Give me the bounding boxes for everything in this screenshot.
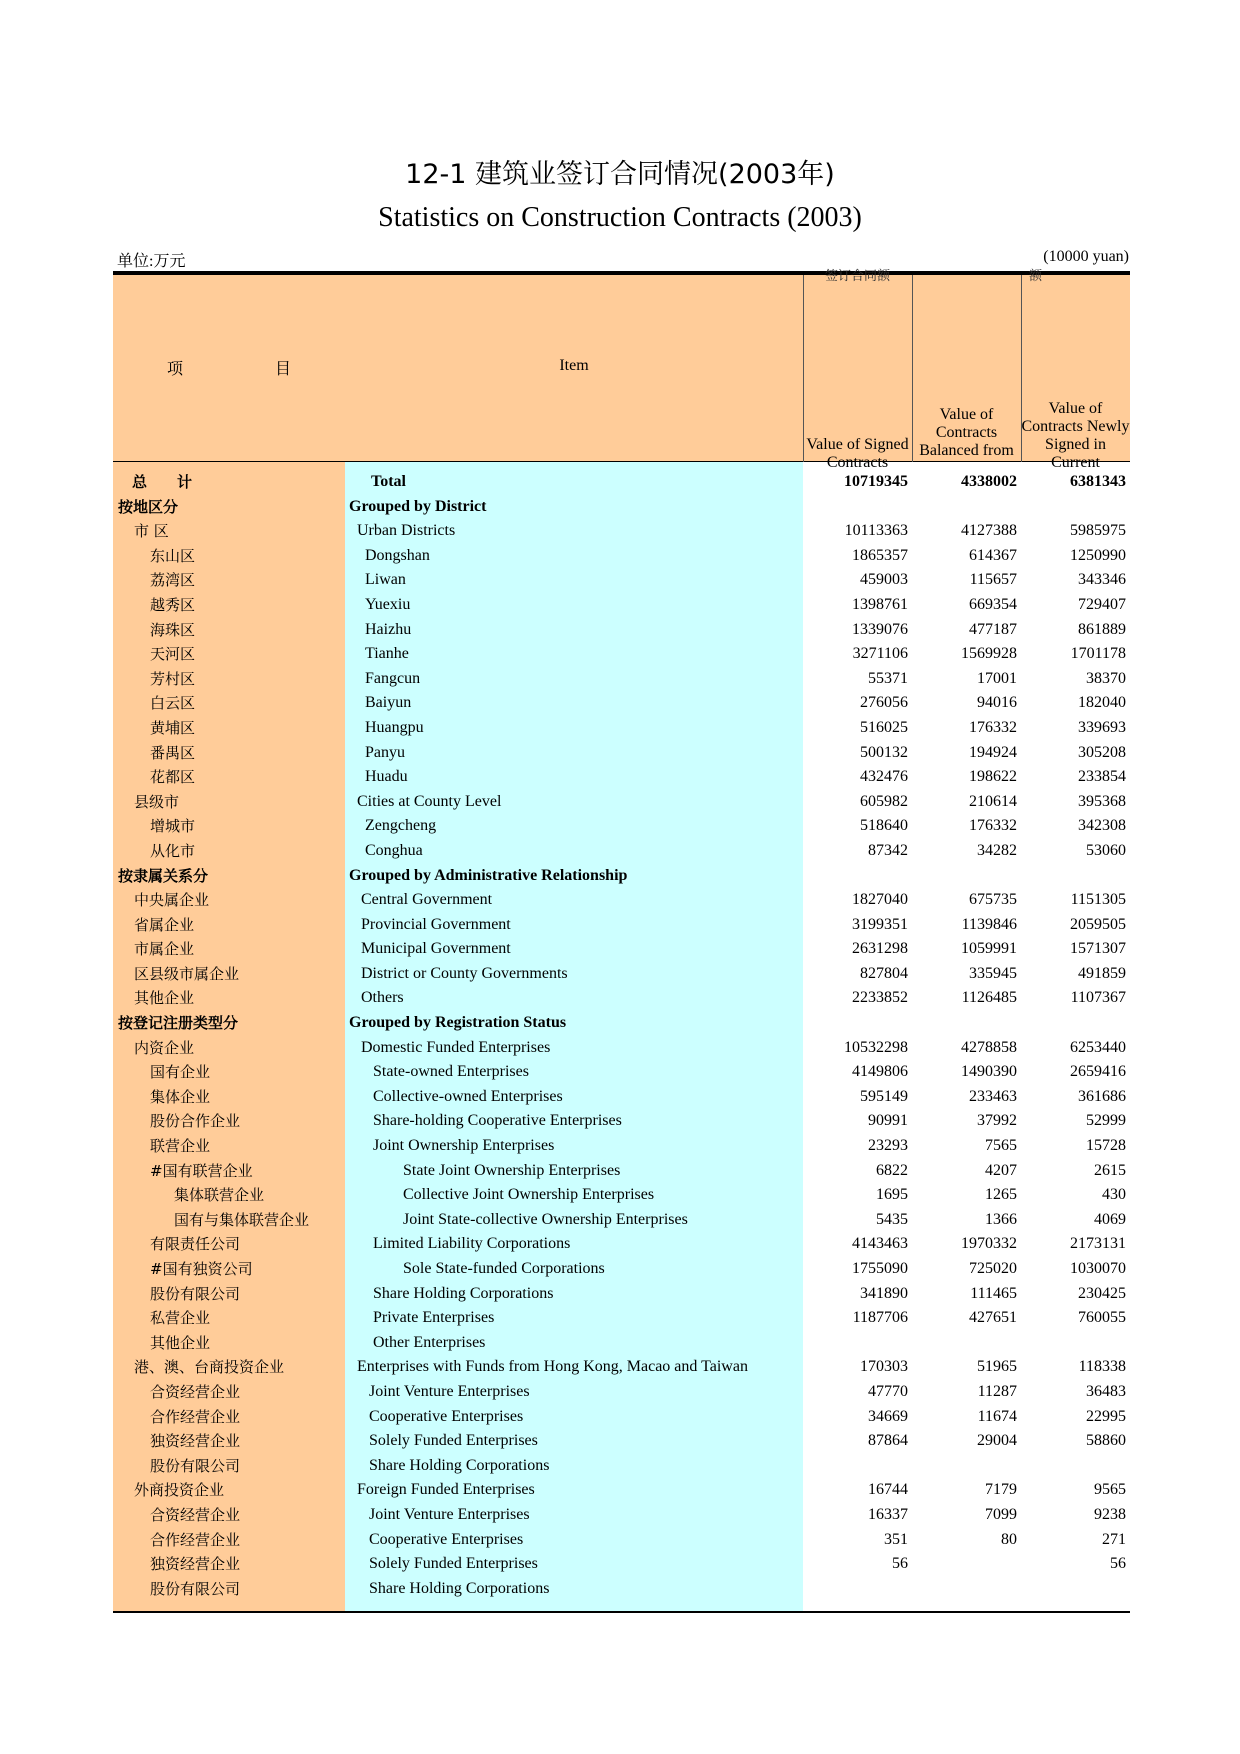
value-balanced: 7179 — [985, 1481, 1017, 1499]
value-newly-signed: 395368 — [1078, 792, 1126, 810]
value-signed: 2233852 — [852, 989, 908, 1007]
value-balanced: 4338002 — [961, 473, 1017, 490]
row-label-english: Grouped by Administrative Relationship — [349, 866, 628, 884]
value-signed: 1398761 — [852, 595, 908, 613]
row-label-english: Share-holding Cooperative Enterprises — [373, 1112, 622, 1130]
value-balanced: 176332 — [969, 817, 1017, 835]
value-newly-signed: 6253440 — [1070, 1038, 1126, 1056]
value-newly-signed: 9565 — [1094, 1481, 1126, 1499]
row-label-english: Sole State-funded Corporations — [403, 1260, 605, 1277]
table-row — [113, 1577, 1130, 1602]
row-label-chinese: 集体联营企业 — [174, 1186, 265, 1205]
value-newly-signed: 361686 — [1078, 1087, 1126, 1105]
value-signed: 3271106 — [852, 645, 908, 663]
value-balanced: 1059991 — [961, 940, 1017, 958]
value-balanced: 7565 — [985, 1137, 1017, 1155]
row-label-chinese: 芳村区 — [150, 669, 196, 688]
value-newly-signed: 430 — [1102, 1186, 1126, 1204]
row-label-chinese: 独资经营企业 — [150, 1555, 241, 1574]
value-signed: 341890 — [860, 1284, 908, 1302]
row-label-english: Share Holding Corporations — [369, 1456, 550, 1474]
table-row — [113, 741, 1130, 766]
value-newly-signed: 38370 — [1086, 669, 1126, 687]
row-label-english: Provincial Government — [361, 915, 511, 933]
row-label-chinese: 国有与集体联营企业 — [174, 1210, 310, 1229]
header-newly-signed-contracts-en: Value of Contracts Newly Signed in Current — [1021, 400, 1130, 471]
value-newly-signed: 52999 — [1086, 1112, 1126, 1130]
table-row — [113, 1282, 1130, 1307]
value-newly-signed: 1030070 — [1070, 1260, 1126, 1277]
row-label-chinese: 联营企业 — [150, 1137, 211, 1156]
row-label-chinese: 合作经营企业 — [150, 1530, 241, 1549]
table-row — [113, 1036, 1130, 1061]
header-item-chinese-1: 项 — [167, 361, 184, 378]
table-row — [113, 790, 1130, 815]
value-signed: 516025 — [860, 718, 908, 736]
table-row — [113, 519, 1130, 544]
value-newly-signed: 2059505 — [1070, 915, 1126, 933]
header-item-english: Item — [559, 357, 589, 374]
value-signed: 3199351 — [852, 915, 908, 933]
unit-label-english: (10000 yuan) — [1043, 248, 1129, 265]
value-signed: 1187706 — [852, 1309, 908, 1327]
table-row — [113, 495, 1130, 520]
value-signed: 1695 — [876, 1186, 908, 1204]
table-row — [113, 1306, 1130, 1331]
row-label-english: Private Enterprises — [373, 1309, 495, 1327]
value-balanced: 1139846 — [961, 915, 1017, 933]
value-balanced: 233463 — [969, 1087, 1017, 1105]
row-label-english: Urban Districts — [357, 522, 456, 540]
value-signed: 34669 — [868, 1407, 908, 1425]
row-label-english: Grouped by District — [349, 497, 487, 515]
value-signed: 56 — [892, 1555, 908, 1573]
table-row — [113, 568, 1130, 593]
row-label-chinese: 省属企业 — [134, 915, 195, 934]
value-signed: 276056 — [860, 694, 908, 712]
row-label-chinese: 总 计 — [132, 473, 193, 491]
table-row — [113, 593, 1130, 618]
table-row — [113, 642, 1130, 667]
value-signed: 605982 — [860, 792, 908, 810]
table-row — [113, 618, 1130, 643]
value-newly-signed: 491859 — [1078, 964, 1126, 982]
value-balanced: 115657 — [969, 571, 1017, 589]
value-signed: 6822 — [876, 1161, 908, 1179]
value-signed: 432476 — [860, 768, 908, 786]
table-row — [113, 1429, 1130, 1454]
value-signed: 16337 — [868, 1505, 908, 1523]
value-signed: 87342 — [868, 841, 908, 859]
value-balanced: 37992 — [977, 1112, 1017, 1130]
bottom-rule — [113, 1611, 1130, 1613]
row-label-chinese: 国有企业 — [150, 1063, 211, 1082]
header-signed-contracts-cn: 签订合同额 — [824, 268, 890, 283]
value-signed: 2631298 — [852, 940, 908, 958]
row-label-english: Solely Funded Enterprises — [369, 1555, 538, 1573]
value-balanced: 80 — [1001, 1530, 1017, 1548]
row-label-chinese: 按地区分 — [118, 497, 179, 516]
table-row — [113, 470, 1130, 495]
table-row — [113, 1478, 1130, 1503]
row-label-english: Zengcheng — [365, 817, 437, 835]
row-label-english: Other Enterprises — [373, 1333, 486, 1351]
row-label-english: Joint Venture Enterprises — [369, 1505, 530, 1523]
row-label-chinese: 独资经营企业 — [150, 1432, 241, 1451]
table-row — [113, 1085, 1130, 1110]
value-newly-signed: 22995 — [1086, 1407, 1126, 1425]
row-label-chinese: 股份合作企业 — [150, 1112, 241, 1131]
value-balanced: 1970332 — [961, 1235, 1017, 1253]
header-balanced-contracts — [912, 275, 1021, 462]
value-newly-signed: 6381343 — [1070, 473, 1126, 490]
table-row — [113, 1232, 1130, 1257]
row-label-chinese: 市属企业 — [134, 940, 195, 959]
table-row — [113, 716, 1130, 741]
value-signed: 4149806 — [852, 1063, 908, 1081]
row-label-english: Panyu — [365, 743, 405, 761]
value-signed: 1339076 — [852, 620, 908, 638]
row-label-chinese: #国有联营企业 — [150, 1161, 253, 1180]
table-row — [113, 1208, 1130, 1233]
row-label-english: Haizhu — [365, 620, 412, 638]
table-row — [113, 1331, 1130, 1356]
row-label-english: Total — [371, 473, 406, 490]
table-row — [113, 1528, 1130, 1553]
value-signed: 16744 — [868, 1481, 908, 1499]
table-row — [113, 1552, 1130, 1577]
row-label-english: Joint State-collective Ownership Enterprises — [403, 1210, 688, 1228]
row-label-chinese: 港、澳、台商投资企业 — [134, 1358, 285, 1377]
table-row — [113, 1454, 1130, 1479]
value-signed: 1755090 — [852, 1260, 908, 1277]
row-label-chinese: 合资经营企业 — [150, 1382, 241, 1401]
table-row — [113, 1011, 1130, 1036]
value-balanced: 34282 — [977, 841, 1017, 859]
row-label-chinese: 有限责任公司 — [150, 1235, 241, 1254]
value-signed: 4143463 — [852, 1235, 908, 1253]
row-label-chinese: 越秀区 — [150, 595, 196, 614]
header-signed-contracts — [803, 268, 912, 471]
table-row — [113, 962, 1130, 987]
value-newly-signed: 58860 — [1086, 1432, 1126, 1450]
value-balanced: 1490390 — [961, 1063, 1017, 1081]
row-label-chinese: 股份有限公司 — [150, 1284, 241, 1303]
value-newly-signed: 2615 — [1094, 1161, 1126, 1179]
header-balanced-contracts-en: Value of Contracts Balanced from — [919, 406, 1014, 459]
value-newly-signed: 118338 — [1078, 1358, 1126, 1376]
value-balanced: 111465 — [970, 1284, 1017, 1302]
table-row — [113, 888, 1130, 913]
table-row — [113, 691, 1130, 716]
value-newly-signed: 1701178 — [1070, 645, 1126, 663]
table-row — [113, 814, 1130, 839]
row-label-english: Baiyun — [365, 694, 412, 712]
value-newly-signed: 230425 — [1078, 1284, 1126, 1302]
table-row — [113, 937, 1130, 962]
value-signed: 518640 — [860, 817, 908, 835]
value-balanced: 1126485 — [961, 989, 1017, 1007]
row-label-chinese: 从化市 — [150, 841, 196, 860]
value-signed: 10113363 — [844, 522, 908, 540]
table-row — [113, 1060, 1130, 1085]
row-label-english: Collective Joint Ownership Enterprises — [403, 1186, 655, 1204]
value-balanced: 427651 — [969, 1309, 1017, 1327]
row-label-english: Fangcun — [365, 669, 421, 687]
row-label-chinese: #国有独资公司 — [150, 1260, 253, 1278]
value-balanced: 210614 — [969, 792, 1017, 810]
row-label-chinese: 集体企业 — [150, 1087, 211, 1106]
table-row — [113, 544, 1130, 569]
value-newly-signed: 1250990 — [1070, 546, 1126, 564]
value-newly-signed: 15728 — [1086, 1137, 1126, 1155]
row-label-english: Collective-owned Enterprises — [373, 1087, 563, 1105]
value-newly-signed: 2659416 — [1070, 1063, 1126, 1081]
row-label-chinese: 花都区 — [150, 768, 196, 787]
row-label-chinese: 其他企业 — [150, 1333, 211, 1352]
value-newly-signed: 342308 — [1078, 817, 1126, 835]
value-balanced: 11287 — [977, 1382, 1017, 1400]
row-label-english: Enterprises with Funds from Hong Kong, Macao and Taiwan — [357, 1358, 748, 1376]
row-label-chinese: 东山区 — [150, 546, 196, 565]
row-label-english: Cooperative Enterprises — [369, 1407, 524, 1425]
row-label-english: Liwan — [365, 571, 406, 589]
row-label-chinese: 市 区 — [134, 522, 169, 541]
value-balanced: 1265 — [985, 1186, 1017, 1204]
title-chinese: 12-1 建筑业签订合同情况(2003年) — [405, 159, 835, 190]
value-balanced: 4207 — [985, 1161, 1017, 1179]
table-row — [113, 1183, 1130, 1208]
title-english: Statistics on Construction Contracts (2003) — [378, 202, 862, 233]
row-label-english: Cities at County Level — [357, 792, 502, 810]
value-balanced: 1569928 — [961, 645, 1017, 663]
value-signed: 87864 — [868, 1432, 908, 1450]
row-label-chinese: 私营企业 — [150, 1309, 211, 1328]
row-label-english: Dongshan — [365, 546, 430, 564]
table-row — [113, 765, 1130, 790]
row-label-english: Share Holding Corporations — [369, 1579, 550, 1597]
row-label-chinese: 按隶属关系分 — [118, 866, 209, 885]
value-signed: 459003 — [860, 571, 908, 589]
value-newly-signed: 305208 — [1078, 743, 1126, 761]
table-row — [113, 667, 1130, 692]
row-label-english: Central Government — [361, 891, 493, 909]
row-label-chinese: 天河区 — [150, 645, 196, 664]
row-label-english: Others — [361, 989, 404, 1007]
value-balanced: 11674 — [977, 1407, 1017, 1425]
row-label-english: District or County Governments — [361, 964, 568, 982]
value-signed: 500132 — [860, 743, 908, 761]
row-label-english: Conghua — [365, 841, 423, 859]
row-label-chinese: 中央属企业 — [134, 891, 210, 910]
row-label-english: Domestic Funded Enterprises — [361, 1038, 551, 1056]
value-newly-signed: 233854 — [1078, 768, 1126, 786]
table-row — [113, 1257, 1130, 1282]
row-label-chinese: 黄埔区 — [150, 718, 196, 737]
value-signed: 10532298 — [844, 1038, 908, 1056]
table-row — [113, 864, 1130, 889]
value-newly-signed: 182040 — [1078, 694, 1126, 712]
value-balanced: 4278858 — [961, 1038, 1017, 1056]
value-newly-signed: 9238 — [1094, 1505, 1126, 1523]
row-label-chinese: 荔湾区 — [150, 571, 196, 590]
value-balanced: 29004 — [977, 1432, 1017, 1450]
row-label-chinese: 其他企业 — [134, 989, 195, 1008]
row-label-chinese: 按登记注册类型分 — [118, 1014, 239, 1033]
row-label-english: Huangpu — [365, 718, 424, 736]
row-label-english: Foreign Funded Enterprises — [357, 1481, 535, 1499]
table-row — [113, 986, 1130, 1011]
value-balanced: 725020 — [969, 1260, 1017, 1277]
row-label-english: Huadu — [365, 768, 408, 786]
row-label-english: State-owned Enterprises — [373, 1063, 529, 1081]
value-newly-signed: 339693 — [1078, 718, 1126, 736]
value-balanced: 675735 — [969, 891, 1017, 909]
row-label-chinese: 股份有限公司 — [150, 1579, 241, 1598]
value-newly-signed: 4069 — [1094, 1210, 1126, 1228]
row-label-english: Grouped by Registration Status — [349, 1014, 567, 1032]
value-signed: 55371 — [868, 669, 908, 687]
value-balanced: 198622 — [969, 768, 1017, 786]
value-signed: 827804 — [860, 964, 908, 982]
row-label-english: Tianhe — [365, 645, 409, 663]
row-label-chinese: 县级市 — [134, 792, 180, 811]
value-balanced: 17001 — [977, 669, 1017, 687]
value-signed: 90991 — [868, 1112, 908, 1130]
value-balanced: 94016 — [977, 694, 1017, 712]
table-row — [113, 1109, 1130, 1134]
row-label-english: Joint Venture Enterprises — [369, 1382, 530, 1400]
value-balanced: 4127388 — [961, 522, 1017, 540]
table-row — [113, 1503, 1130, 1528]
table-row — [113, 1355, 1130, 1380]
value-newly-signed: 271 — [1102, 1530, 1126, 1548]
value-signed: 5435 — [876, 1210, 908, 1228]
table-row — [113, 839, 1130, 864]
value-newly-signed: 5985975 — [1070, 522, 1126, 540]
value-newly-signed: 760055 — [1078, 1309, 1126, 1327]
unit-label-chinese: 单位:万元 — [117, 253, 186, 270]
row-label-chinese: 白云区 — [150, 694, 196, 713]
value-balanced: 669354 — [969, 595, 1017, 613]
table-row — [113, 1405, 1130, 1430]
row-label-chinese: 合作经营企业 — [150, 1407, 241, 1426]
row-label-english: Cooperative Enterprises — [369, 1530, 524, 1548]
header-newly-signed-contracts — [1021, 268, 1130, 471]
value-newly-signed: 56 — [1110, 1555, 1126, 1573]
row-label-chinese: 内资企业 — [134, 1038, 195, 1057]
value-newly-signed: 729407 — [1078, 595, 1126, 613]
value-signed: 351 — [884, 1530, 908, 1548]
row-label-chinese: 股份有限公司 — [150, 1456, 241, 1475]
row-label-english: State Joint Ownership Enterprises — [403, 1161, 621, 1179]
value-signed: 47770 — [868, 1382, 908, 1400]
row-label-chinese: 外商投资企业 — [134, 1481, 225, 1500]
value-signed: 170303 — [860, 1358, 908, 1376]
header-newly-signed-contracts-cn: 额 — [1029, 268, 1043, 283]
row-label-english: Municipal Government — [361, 940, 511, 958]
value-balanced: 335945 — [969, 964, 1017, 982]
table-row — [113, 1134, 1130, 1159]
value-balanced: 51965 — [977, 1358, 1017, 1376]
header-item-chinese-2: 目 — [275, 361, 292, 378]
value-balanced: 7099 — [985, 1505, 1017, 1523]
table-body — [113, 470, 1130, 1601]
value-signed: 1827040 — [852, 891, 908, 909]
row-label-english: Joint Ownership Enterprises — [373, 1137, 555, 1155]
row-label-chinese: 增城市 — [150, 817, 196, 836]
value-balanced: 477187 — [969, 620, 1017, 638]
row-label-chinese: 合资经营企业 — [150, 1505, 241, 1524]
table-row — [113, 1380, 1130, 1405]
table-row — [113, 913, 1130, 938]
row-label-english: Limited Liability Corporations — [373, 1235, 571, 1253]
value-signed: 1865357 — [852, 546, 908, 564]
value-balanced: 194924 — [969, 743, 1017, 761]
row-label-english: Yuexiu — [365, 595, 411, 613]
value-newly-signed: 343346 — [1078, 571, 1126, 589]
value-signed: 10719345 — [844, 473, 908, 490]
value-newly-signed: 53060 — [1086, 841, 1126, 859]
row-label-english: Solely Funded Enterprises — [369, 1432, 538, 1450]
value-balanced: 1366 — [985, 1210, 1017, 1228]
value-newly-signed: 1151305 — [1070, 891, 1126, 909]
value-balanced: 176332 — [969, 718, 1017, 736]
value-newly-signed: 1107367 — [1070, 989, 1126, 1007]
value-newly-signed: 861889 — [1078, 620, 1126, 638]
value-newly-signed: 2173131 — [1070, 1235, 1126, 1253]
value-signed: 595149 — [860, 1087, 908, 1105]
row-label-chinese: 海珠区 — [150, 620, 196, 639]
row-label-chinese: 番禺区 — [150, 743, 196, 762]
value-newly-signed: 1571307 — [1070, 940, 1126, 958]
header-signed-contracts-en: Value of Signed Contracts — [806, 436, 909, 471]
table-row — [113, 1159, 1130, 1184]
value-balanced: 614367 — [969, 546, 1017, 564]
value-signed: 23293 — [868, 1137, 908, 1155]
row-label-english: Share Holding Corporations — [373, 1284, 554, 1302]
value-newly-signed: 36483 — [1086, 1382, 1126, 1400]
row-label-chinese: 区县级市属企业 — [134, 964, 240, 983]
